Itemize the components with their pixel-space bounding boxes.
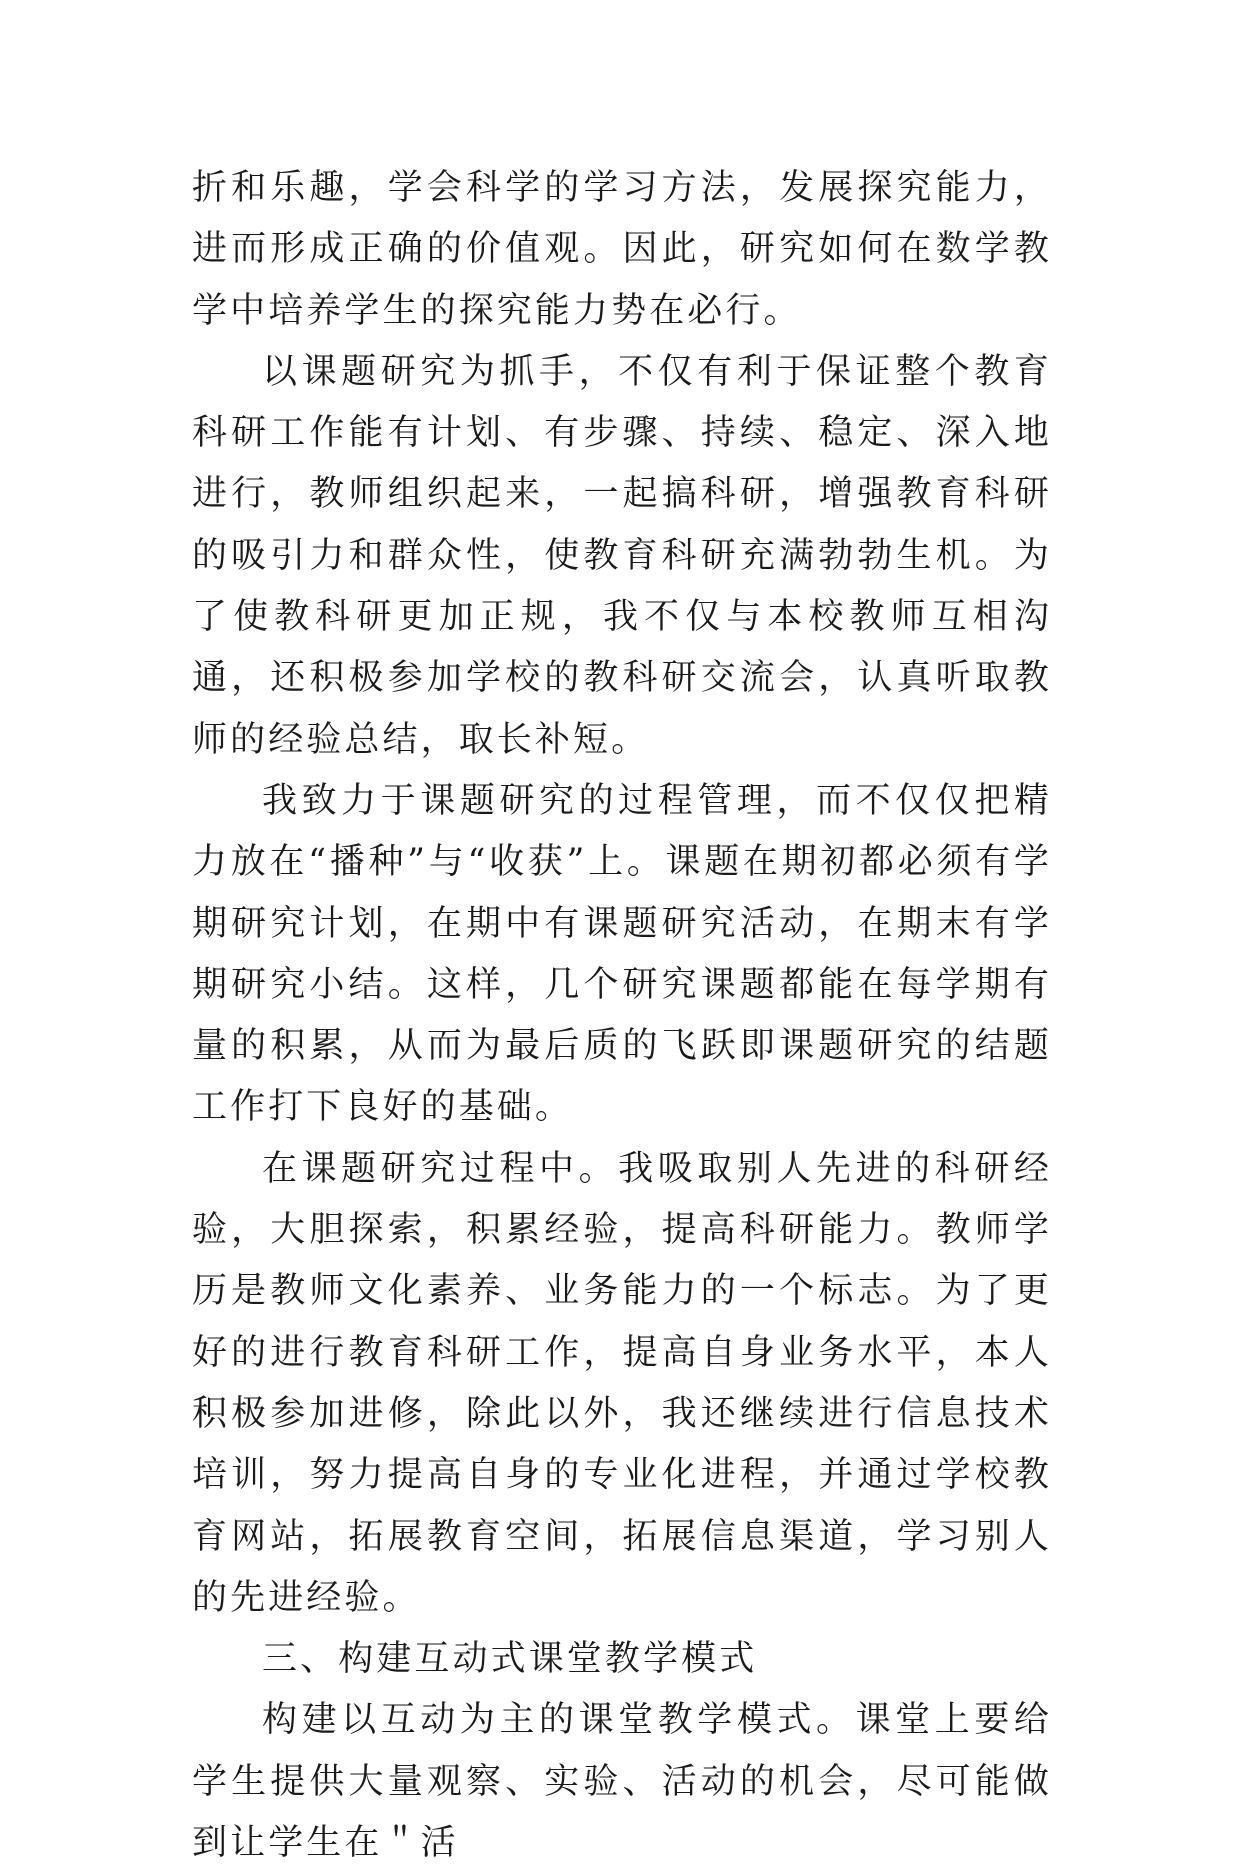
paragraph-4: 在课题研究过程中。我吸取别人先进的科研经验，大胆探索，积累经验，提高科研能力。教师学历是教师文化素养、业务能力的一个标志。为了更好的进行教育科研工作，提高自身业务水平，本人积极参加进修，除此以外，我还继续进行信息技术培训，努力提高自身的专业化进程，并通过学校教育网站，拓展教育空间，拓展信息渠道，学习别人的先进经验。	[192, 1148, 1052, 1618]
paragraph-3: 我致力于课题研究的过程管理，而不仅仅把精力放在“播种”与“收获”上。课题在期初都必须有学期研究计划，在期中有课题研究活动，在期末有学期研究小结。这样，几个研究课题都能在每学期有量的积累，从而为最后质的飞跃即课题研究的结题工作打下良好的基础。	[192, 780, 1052, 1128]
paragraph-1: 折和乐趣，学会科学的学习方法，发展探究能力，进而形成正确的价值观。因此，研究如何在数学教学中培养学生的探究能力势在必行。	[192, 168, 1052, 331]
section-heading: 三、构建互动式课堂教学模式	[262, 1639, 758, 1680]
paragraph-5: 构建以互动为主的课堂教学模式。课堂上要给学生提供大量观察、实验、活动的机会，尽可能做到让学生在＂活	[192, 1700, 1052, 1864]
document-body	[192, 158, 1052, 1874]
paragraph-2: 以课题研究为抓手，不仅有利于保证整个教育科研工作能有计划、有步骤、持续、稳定、深入地进行，教师组织起来，一起搞科研，增强教育科研的吸引力和群众性，使教育科研充满勃勃生机。为了使教科研更加正规，我不仅与本校教师互相沟通，还积极参加学校的教科研交流会，认真听取教师的经验总结，取长补短。	[192, 351, 1052, 760]
